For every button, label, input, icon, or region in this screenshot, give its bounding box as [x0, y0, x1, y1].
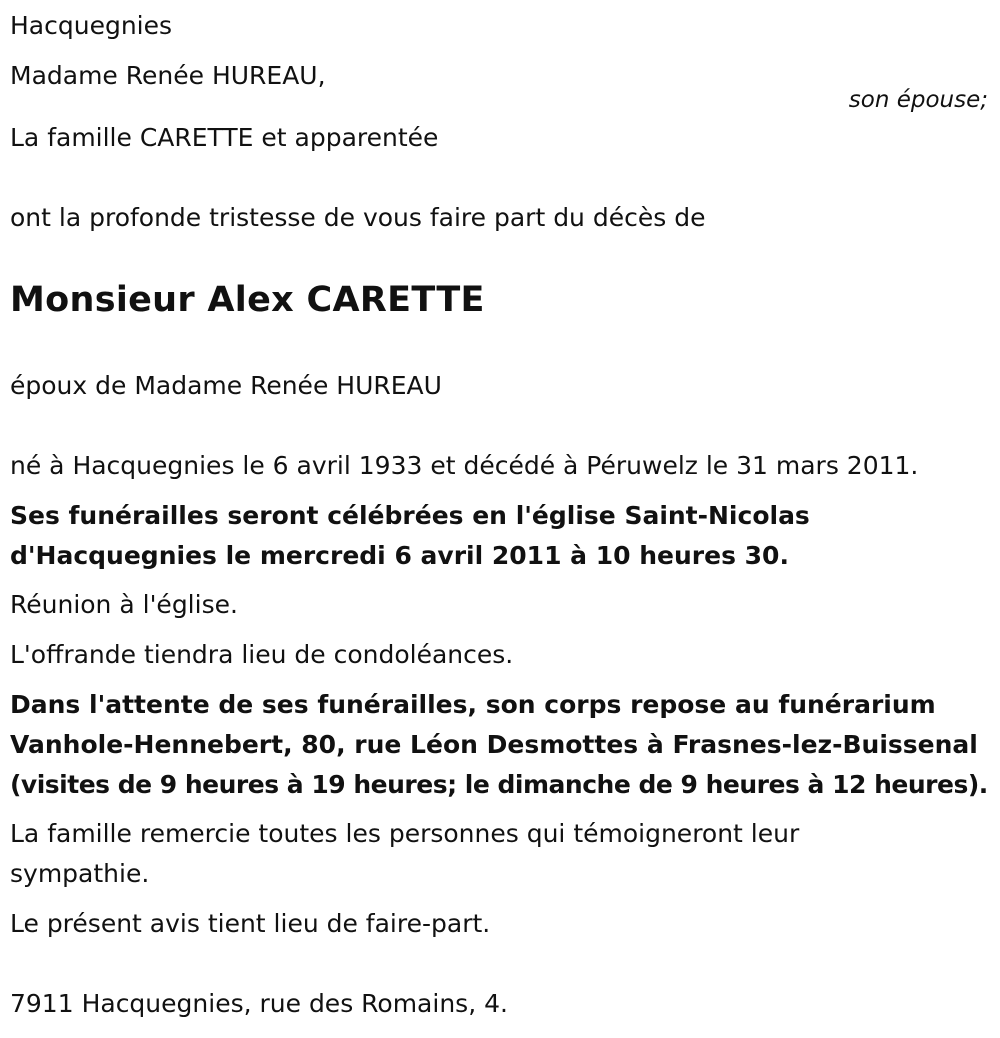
spouse-of-line: époux de Madame Renée HUREAU: [10, 371, 442, 400]
announcement-text: ont la profonde tristesse de vous faire part du décès de: [10, 203, 706, 232]
family-line: La famille CARETTE et apparentée: [10, 123, 439, 152]
spouse-relation: son épouse;: [848, 87, 988, 113]
funeral-info-line-2: d'Hacquegnies le mercredi 6 avril 2011 à 10 heures 30.: [10, 541, 789, 570]
viewing-info-line-3: (visites de 9 heures à 19 heures; le dimanche de 9 heures à 12 heures).: [10, 770, 988, 799]
viewing-info-line-1: Dans l'attente de ses funérailles, son corps repose au funérarium: [10, 690, 936, 719]
thanks-line-2: sympathie.: [10, 859, 150, 888]
thanks-line-1: La famille remercie toutes les personnes qui témoigneront leur: [10, 819, 800, 848]
formal-notice-line: Le présent avis tient lieu de faire-part.: [10, 909, 491, 938]
offering-line: L'offrande tiendra lieu de condoléances.: [10, 640, 514, 669]
village-name: Hacquegnies: [10, 11, 173, 40]
birth-death-line: né à Hacquegnies le 6 avril 1933 et décédé à Péruwelz le 31 mars 2011.: [10, 451, 919, 480]
spouse-name: Madame Renée HUREAU,: [10, 61, 326, 90]
meeting-line: Réunion à l'église.: [10, 590, 238, 619]
funeral-info-line-1: Ses funérailles seront célébrées en l'église Saint-Nicolas: [10, 501, 810, 530]
viewing-info-line-2: Vanhole-Hennebert, 80, rue Léon Desmottes à Frasnes-lez-Buissenal: [10, 730, 978, 759]
family-address: 7911 Hacquegnies, rue des Romains, 4.: [10, 989, 508, 1018]
deceased-name: Monsieur Alex CARETTE: [10, 280, 485, 320]
